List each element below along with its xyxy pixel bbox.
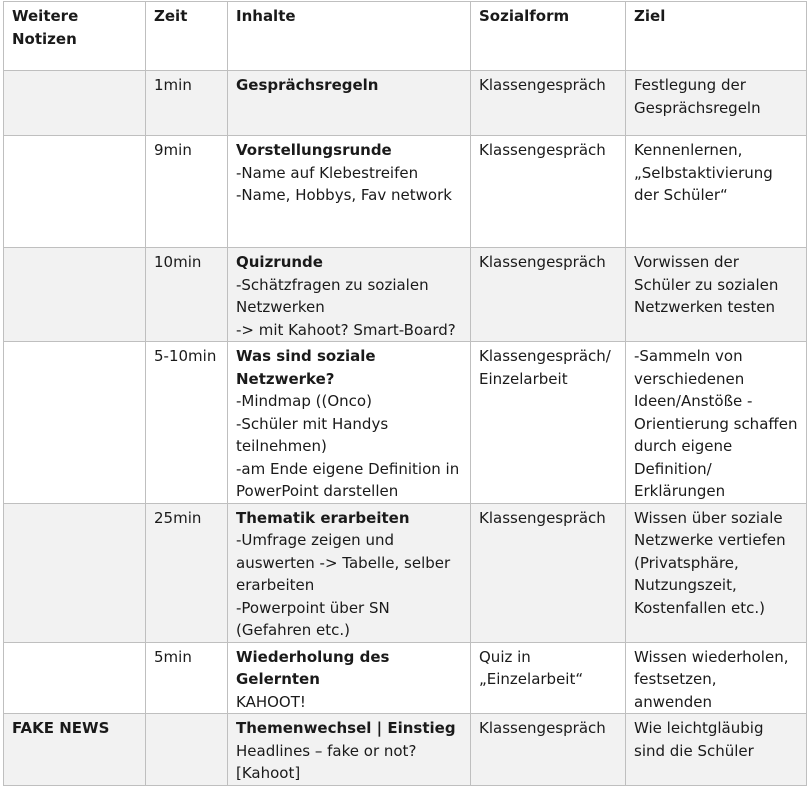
social-form-cell: Klassengespräch (471, 248, 626, 342)
table-row (4, 642, 807, 714)
social-form-cell: Klassengespräch (471, 503, 626, 642)
content-line: -Umfrage zeigen und auswerten -> Tabelle, selber erarbeiten (236, 531, 455, 594)
notes-cell (4, 503, 146, 642)
content-title: Themenwechsel | Einstieg (236, 719, 456, 737)
header-time: Zeit (146, 2, 228, 71)
content-cell (228, 503, 471, 642)
notes-cell (4, 342, 146, 504)
table-row (4, 136, 807, 248)
content-line: -Mindmap ((Onco) (236, 392, 372, 410)
time-cell: 10min (146, 248, 228, 342)
content-line: Headlines – fake or not? (236, 741, 417, 760)
time-cell: 1min (146, 71, 228, 136)
table-row (4, 714, 807, 786)
content-line: -> mit Kahoot? Smart-Board? (236, 320, 456, 339)
content-line: -Powerpoint über SN (Gefahren etc.) (236, 598, 395, 639)
content-line: -Name, Hobbys, Fav network (236, 186, 452, 204)
goal-cell: Wissen wiederholen, festsetzen, anwenden (626, 642, 807, 714)
goal-cell: Vorwissen der Schüler zu sozialen Netzwerken testen (626, 248, 807, 342)
header-content: Inhalte (228, 2, 471, 71)
goal-cell: Festlegung der Gesprächsregeln (626, 71, 807, 136)
notes-cell (4, 71, 146, 136)
lesson-plan-table (3, 1, 807, 786)
content-line: [Kahoot] (236, 764, 301, 782)
time-cell: 9min (146, 136, 228, 248)
time-cell: 25min (146, 503, 228, 642)
content-line: -Name auf Klebestreifen (236, 163, 419, 182)
social-form-cell: Klassengespräch (471, 71, 626, 136)
table-row (4, 71, 807, 136)
content-cell (228, 642, 471, 714)
goal-cell: Wie leichtgläubig sind die Schüler (626, 714, 807, 786)
content-cell (228, 248, 471, 342)
content-title: Wiederholung des Gelernten (236, 647, 395, 688)
goal-cell: Kennenlernen, „Selbstaktivierung der Schüler“ (626, 136, 807, 248)
content-cell (228, 342, 471, 504)
content-line: -am Ende eigene Definition in PowerPoint darstellen (236, 459, 464, 500)
header-social-form: Sozialform (471, 2, 626, 71)
notes-cell (4, 642, 146, 714)
notes-cell (4, 136, 146, 248)
table-row (4, 248, 807, 342)
goal-cell: Wissen über soziale Netzwerke vertiefen (Privatsphäre, Nutzungszeit, Kostenfallen etc.) (626, 503, 807, 642)
table-row (4, 342, 807, 504)
header-row (4, 2, 807, 71)
social-form-cell: Klassengespräch (471, 714, 626, 786)
content-line: KAHOOT! (236, 692, 306, 711)
content-cell (228, 136, 471, 248)
content-title: Vorstellungsrunde (236, 141, 392, 159)
goal-cell: -Sammeln von verschiedenen Ideen/Anstöße -Orientierung schaffen durch eigene Definition/ Erklärungen (626, 342, 807, 504)
content-cell (228, 71, 471, 136)
social-form-cell: Klassengespräch (471, 136, 626, 248)
time-cell: 5min (146, 642, 228, 714)
content-title: Was sind soziale Netzwerke? (236, 347, 381, 388)
content-title: Quizrunde (236, 253, 323, 271)
content-line: -Schüler mit Handys teilnehmen) (236, 414, 393, 455)
notes-cell: FAKE NEWS (4, 714, 146, 786)
social-form-cell: Klassengespräch/ Einzelarbeit (471, 342, 626, 504)
content-line: -Schätzfragen zu sozialen Netzwerken (236, 275, 434, 316)
content-title: Thematik erarbeiten (236, 508, 410, 527)
time-cell: 5-10min (146, 342, 228, 504)
header-goal: Ziel (626, 2, 807, 71)
content-title: Gesprächsregeln (236, 76, 379, 94)
header-notes: Weitere Notizen (4, 2, 146, 71)
notes-cell (4, 248, 146, 342)
table-row (4, 503, 807, 642)
time-cell (146, 714, 228, 786)
social-form-cell: Quiz in „Einzelarbeit“ (471, 642, 626, 714)
content-cell (228, 714, 471, 786)
